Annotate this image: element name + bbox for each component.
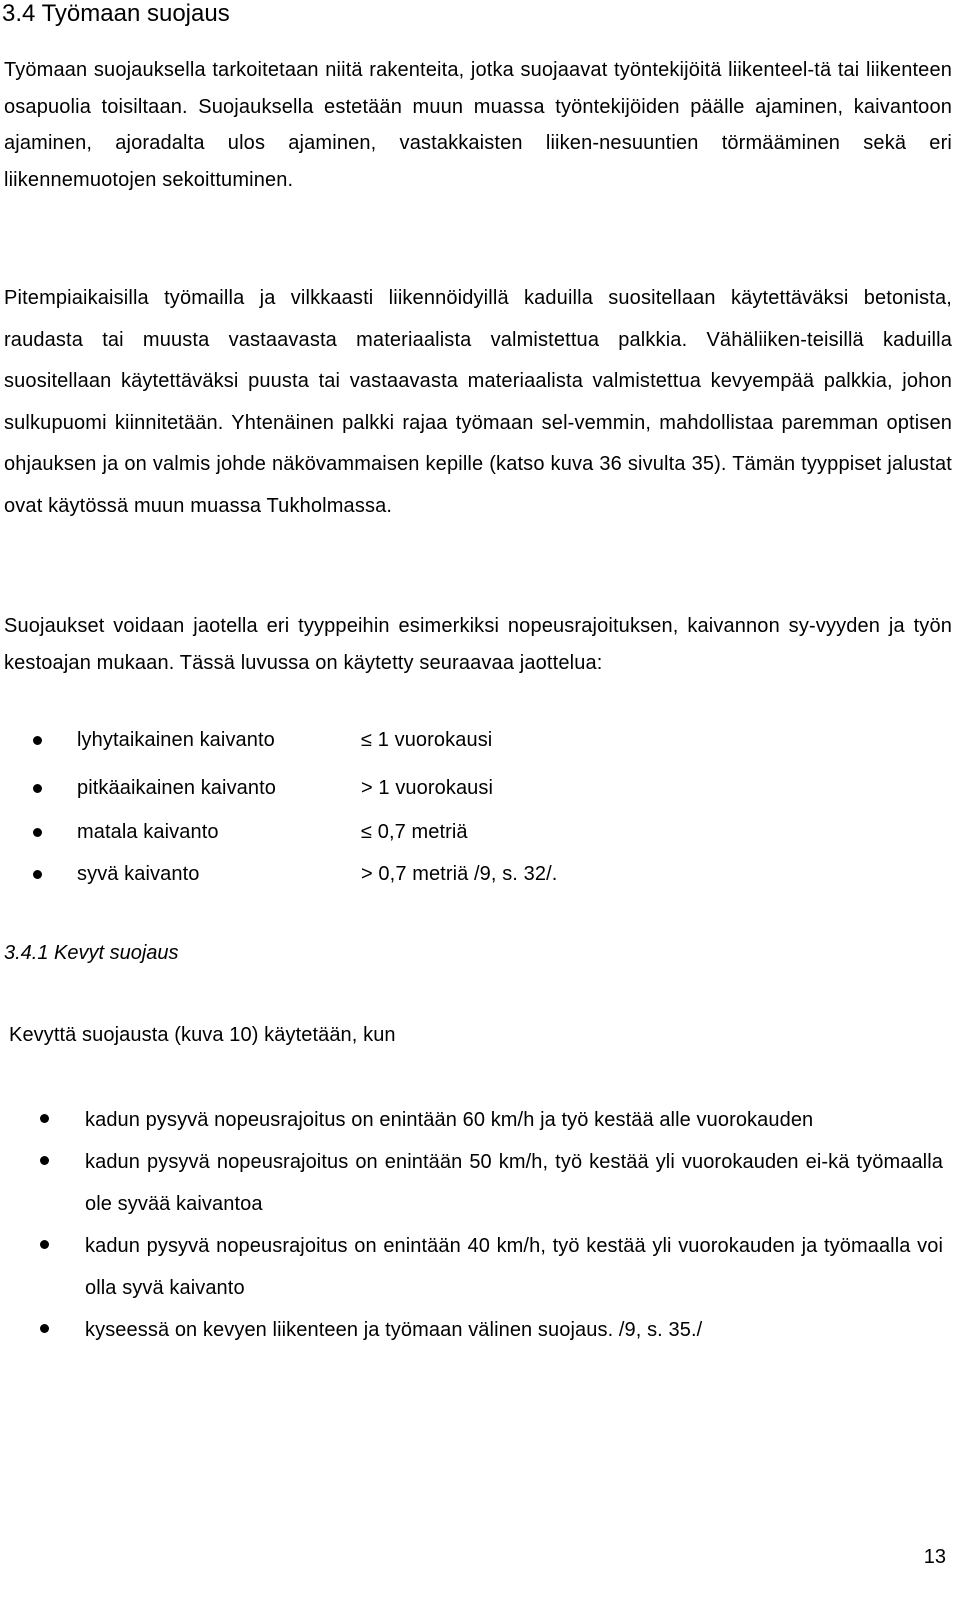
classification-label: matala kaivanto: [77, 821, 219, 843]
bullet-icon: [33, 784, 42, 793]
list-item: [0, 1225, 943, 1309]
bullet-icon: [40, 1114, 49, 1123]
classification-value: ≤ 0,7 metriä: [361, 821, 468, 843]
list-item: [0, 1141, 943, 1225]
condition-text: kadun pysyvä nopeusrajoitus on enintään 60 km/h ja työ kestää alle vuorokauden: [85, 1109, 814, 1131]
bullet-icon: [33, 736, 42, 745]
paragraph-beams: Pitempiaikaisilla työmailla ja vilkkaasti liikennöidyillä kaduilla suositellaan käytettäväksi betonista, raudasta tai muusta vastaavasta materiaalista valmistettua palkkia. Vähäliiken-teisillä kaduilla suositellaan käytettäväksi puusta tai vastaavasta materiaalista valmistettua kevyempää palkkia, johon sulkupuomi kiinnitetään. Yhtenäinen palkki rajaa työmaan sel-vemmin, mahdollistaa paremman optisen ohjauksen ja on valmis johde näkövammaisen kepille (katso kuva 36 sivulta 35). Tämän tyyppiset jalustat ovat käytössä muun muassa Tukholmassa.: [4, 287, 952, 517]
classification-value: > 0,7 metriä /9, s. 32/.: [361, 863, 558, 885]
bullet-icon: [40, 1240, 49, 1249]
light-protection-conditions: [0, 1099, 960, 1351]
subsection-heading: 3.4.1 Kevyt suojaus: [4, 942, 179, 964]
condition-text: kadun pysyvä nopeusrajoitus on enintään 50 km/h, työ kestää yli vuorokauden ei-kä työmaalla ole syvää kaivantoa: [85, 1151, 943, 1215]
classification-item: [0, 818, 960, 846]
light-protection-intro: Kevyttä suojausta (kuva 10) käytetään, kun: [9, 1024, 396, 1046]
classification-item: [0, 860, 960, 888]
classification-label: syvä kaivanto: [77, 863, 200, 885]
classification-item: [0, 774, 960, 802]
page-number: 13: [923, 1546, 946, 1568]
list-item: [0, 1309, 943, 1351]
section-heading: 3.4 Työmaan suojaus: [2, 0, 230, 27]
condition-text: kadun pysyvä nopeusrajoitus on enintään 40 km/h, työ kestää yli vuorokauden ja työmaalla voi olla syvä kaivanto: [85, 1235, 943, 1299]
list-item: [0, 1099, 943, 1141]
paragraph-intro: Työmaan suojauksella tarkoitetaan niitä rakenteita, jotka suojaavat työntekijöitä liikenteel-tä tai liikenteen osapuolia toisiltaan. Suojauksella estetään muun muassa työntekijöiden päälle ajaminen, kaivantoon ajaminen, ajoradalta ulos ajaminen, vastakkaisten liiken-nesuuntien törmääminen sekä eri liikennemuotojen sekoittuminen.: [4, 59, 952, 191]
bullet-icon: [40, 1324, 49, 1333]
classification-value: ≤ 1 vuorokausi: [361, 729, 493, 751]
classification-item: [0, 726, 960, 754]
bullet-icon: [40, 1156, 49, 1165]
condition-text: kyseessä on kevyen liikenteen ja työmaan välinen suojaus. /9, s. 35./: [85, 1319, 703, 1341]
classification-label: pitkäaikainen kaivanto: [77, 777, 276, 799]
bullet-icon: [33, 828, 42, 837]
paragraph-classification: Suojaukset voidaan jaotella eri tyyppeihin esimerkiksi nopeusrajoituksen, kaivannon sy-vyyden ja työn kestoajan mukaan. Tässä luvussa on käytetty seuraavaa jaottelua:: [4, 615, 952, 674]
classification-label: lyhytaikainen kaivanto: [77, 729, 275, 751]
bullet-icon: [33, 870, 42, 879]
classification-value: > 1 vuorokausi: [361, 777, 494, 799]
